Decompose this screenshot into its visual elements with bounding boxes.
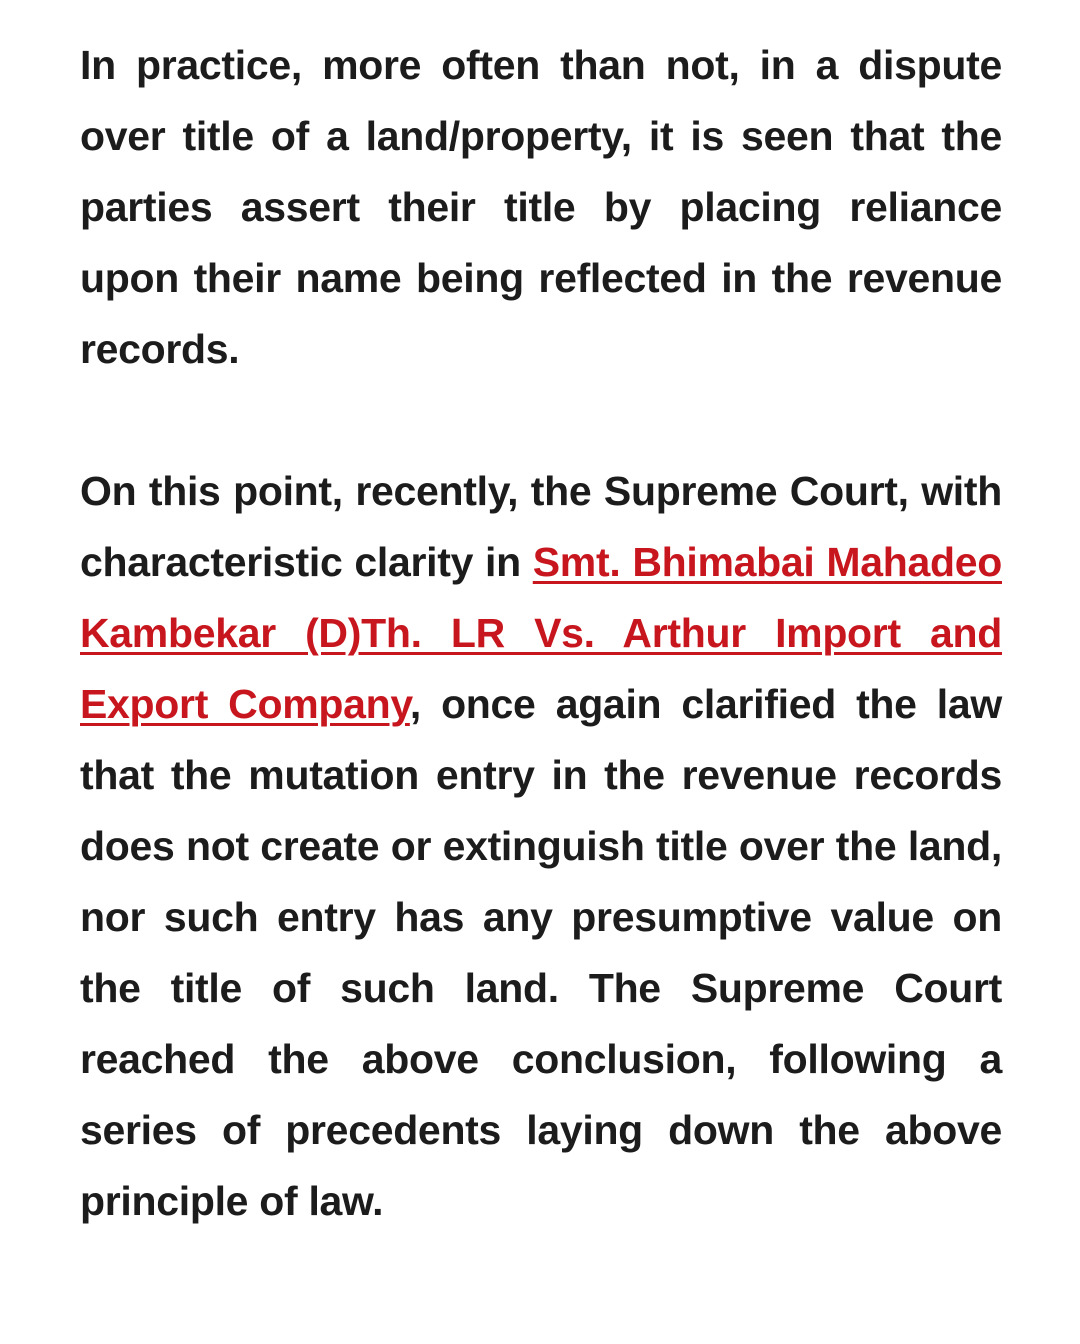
paragraph-supreme-court — [80, 456, 1002, 1237]
paragraph-text-before-link: On this point, recently, the Supreme Court, with characteristic clarity in — [80, 468, 1002, 585]
paragraph-text-after-link: , once again clarified the law that the mutation entry in the revenue records does not create or extinguish title over the land, nor such entry has any presumptive value on the title of such land. The Supreme Court reached the above conclusion, following a series of precedents laying down the above principle of law. — [80, 681, 1002, 1224]
article-body — [80, 30, 1002, 1237]
case-citation-link[interactable]: Smt. Bhimabai Mahadeo Kambekar (D)Th. LR Vs. Arthur Import and Export Company — [80, 539, 1002, 727]
paragraph-revenue-records: In practice, more often than not, in a dispute over title of a land/property, it is seen that the parties assert their title by placing reliance upon their name being reflected in the revenue records. — [80, 42, 1002, 372]
